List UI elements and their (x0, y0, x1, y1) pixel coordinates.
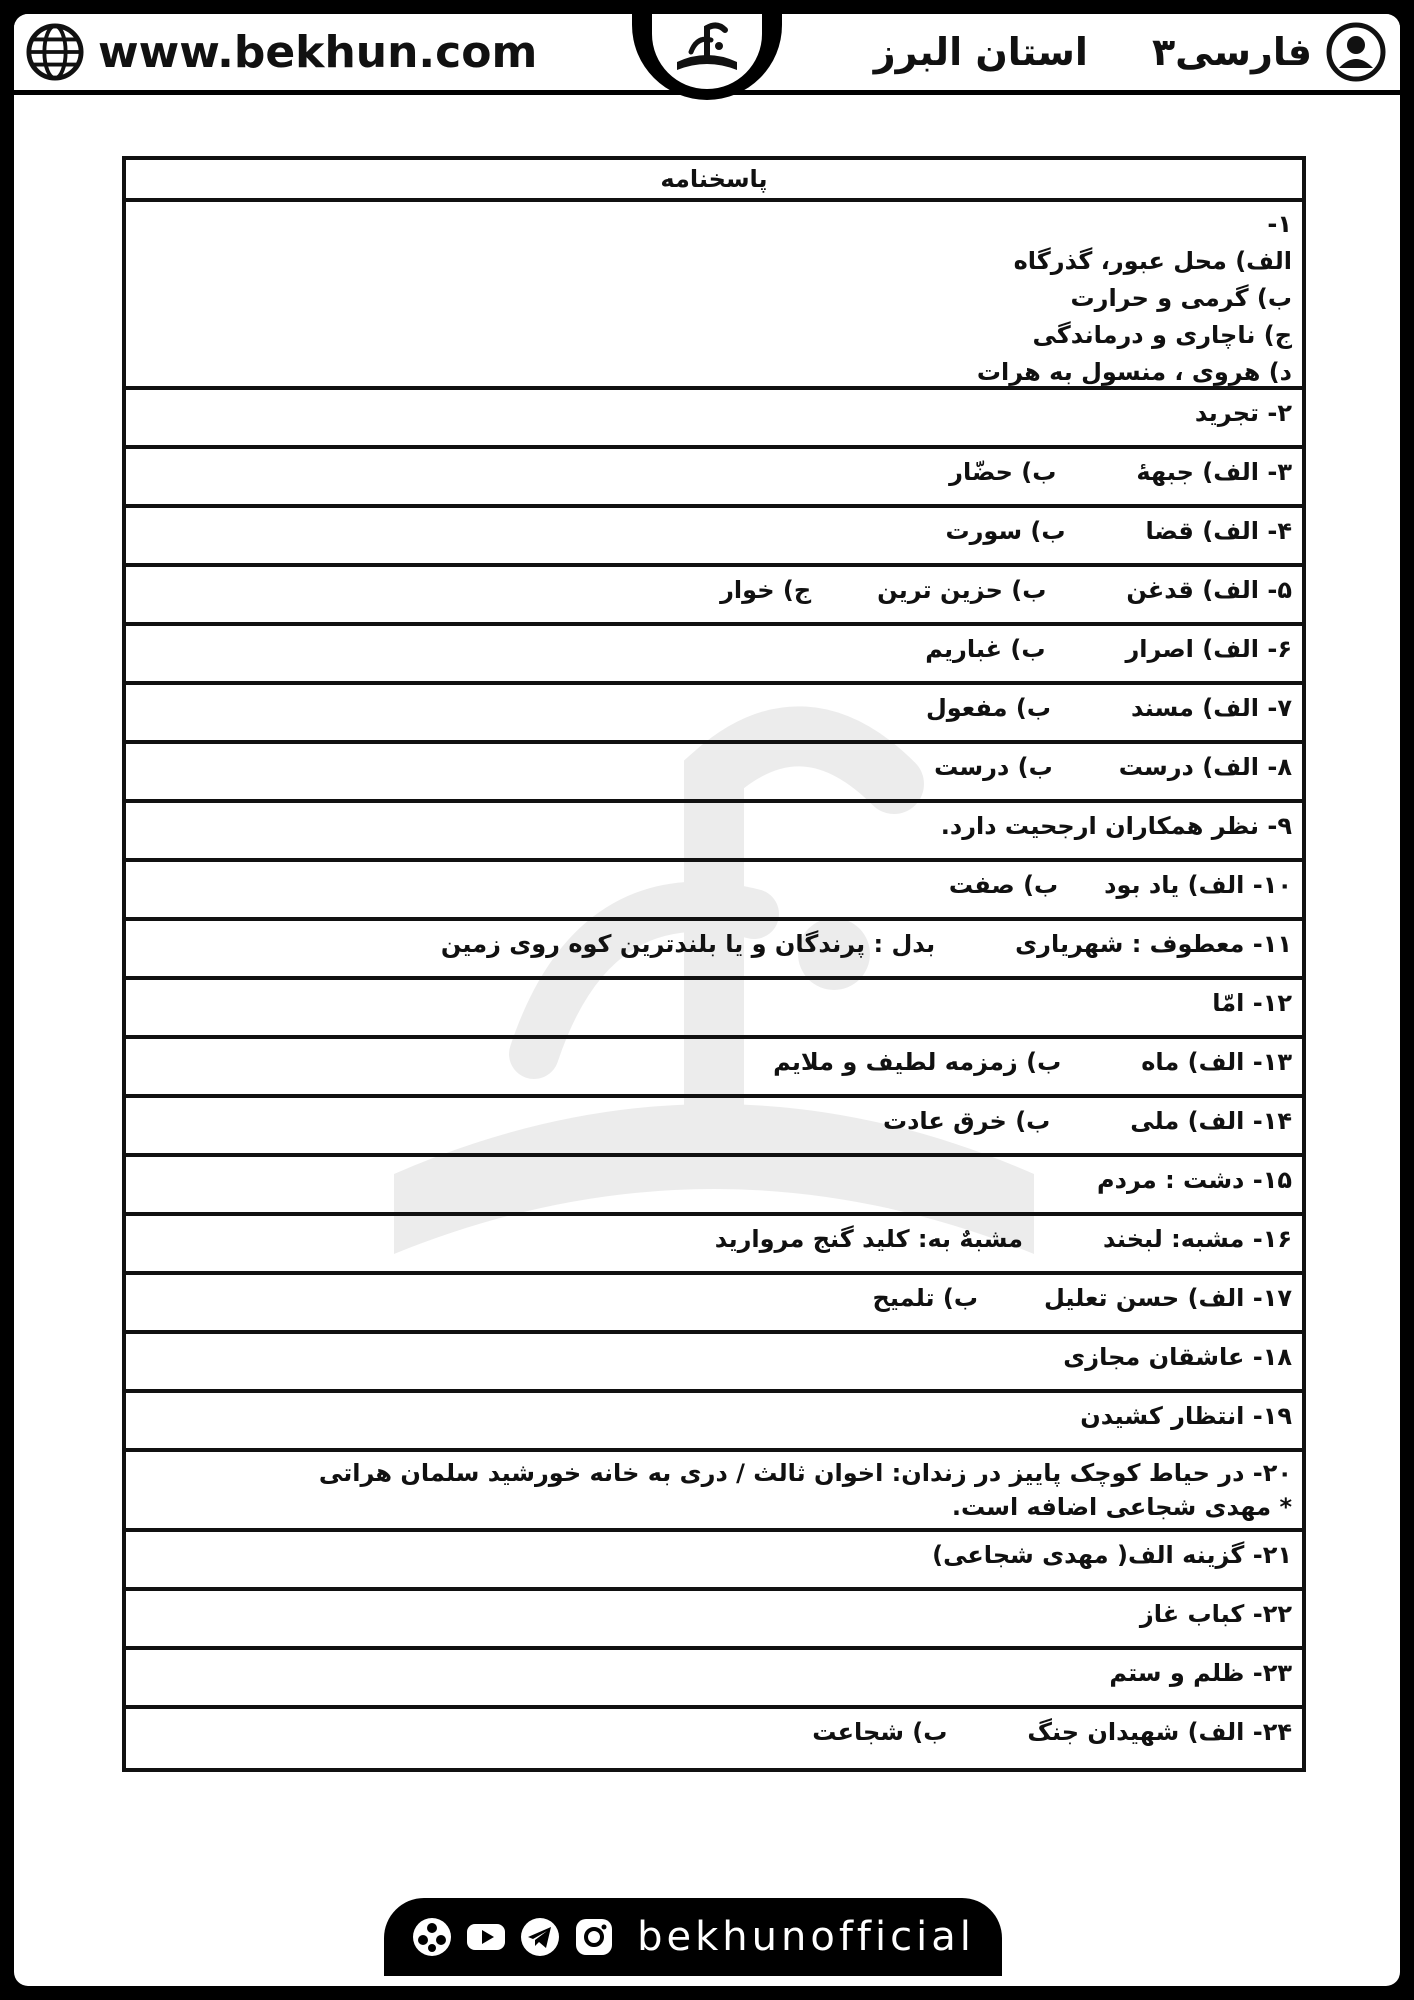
q11-part-b: بدل : پرندگان و یا بلندترین کوه روی زمین (440, 930, 936, 958)
q9-answer: ۹- نظر همکاران ارجحیت دارد. (940, 812, 1292, 840)
q6-part-b: ب) غباریم (925, 635, 1046, 663)
q3-part-b: ب) حضّار (949, 458, 1057, 486)
q8-part-b: ب) درست (934, 753, 1053, 781)
answer-row-6 (126, 626, 1302, 685)
q5-part-c: ج) خوار (720, 576, 812, 604)
answer-row-21 (126, 1532, 1302, 1591)
q4-part-b: ب) سورت (945, 517, 1066, 545)
answer-row-8 (126, 744, 1302, 803)
answer-row-24 (126, 1709, 1302, 1768)
answer-row-12 (126, 980, 1302, 1039)
telegram-icon[interactable] (519, 1916, 561, 1958)
q13-part-a: ۱۳- الف) ماه (1141, 1048, 1292, 1076)
q8-part-a: ۸- الف) درست (1118, 753, 1292, 781)
q1-number: ۱- (1267, 210, 1292, 238)
q18-answer: ۱۸- عاشقان مجازی (1063, 1343, 1292, 1371)
q13-part-b: ب) زمزمه لطیف و ملایم (773, 1048, 1062, 1076)
province-title: استان البرز (873, 30, 1088, 74)
q10-part-b: ب) صفت (948, 871, 1059, 899)
answer-row-17 (126, 1275, 1302, 1334)
q23-answer: ۲۳- ظلم و ستم (1109, 1659, 1292, 1687)
q10-part-a: ۱۰- الف) یاد بود (1104, 871, 1292, 899)
q4-part-a: ۴- الف) قضا (1145, 517, 1292, 545)
answer-table (122, 156, 1306, 1772)
q1-part-c: ج) ناچاری و درماندگی (1032, 321, 1292, 349)
q1-part-a: الف) محل عبور، گذرگاه (1013, 247, 1292, 275)
user-icon (1326, 22, 1386, 82)
subject-title: فارسی۳ (1151, 30, 1312, 74)
site-url: www.bekhun.com (98, 26, 538, 78)
page-title (874, 22, 1386, 82)
q19-answer: ۱۹- انتظار کشیدن (1080, 1402, 1292, 1430)
answer-row-20 (126, 1452, 1302, 1532)
answer-row-4 (126, 508, 1302, 567)
answer-row-15 (126, 1157, 1302, 1216)
aparat-icon[interactable] (411, 1916, 453, 1958)
q6-part-a: ۶- الف) اصرار (1125, 635, 1292, 663)
social-handle: bekhunofficial (637, 1914, 975, 1960)
globe-icon (26, 23, 84, 81)
answer-row-13 (126, 1039, 1302, 1098)
book-logo-icon (667, 18, 747, 82)
q20-line-1: ۲۰- در حیاط کوچک پاییز در زندان: اخوان ثالث / دری به خانه خورشید سلمان هراتی (318, 1459, 1292, 1487)
page (14, 14, 1400, 1986)
answer-row-7 (126, 685, 1302, 744)
q12-answer: ۱۲- امّا (1212, 989, 1292, 1017)
site-link[interactable] (26, 22, 537, 82)
q3-part-a: ۳- الف) جبههٔ (1136, 458, 1292, 486)
answer-row-23 (126, 1650, 1302, 1709)
q11-part-a: ۱۱- معطوف : شهریاری (1015, 930, 1292, 958)
q24-part-b: ب) شجاعت (812, 1718, 948, 1746)
q5-part-b: ب) حزین ترین (877, 576, 1047, 604)
q1-part-d: د) هروی ، منسول به هرات (976, 358, 1292, 386)
answer-row-19 (126, 1393, 1302, 1452)
answer-row-10 (126, 862, 1302, 921)
answer-row-1 (126, 202, 1302, 390)
q2-answer: ۲- تجرید (1194, 399, 1292, 427)
q5-part-a: ۵- الف) قدغن (1126, 576, 1292, 604)
q1-part-b: ب) گرمی و حرارت (1070, 284, 1292, 312)
q24-part-a: ۲۴- الف) شهیدان جنگ (1027, 1718, 1292, 1746)
answer-row-16 (126, 1216, 1302, 1275)
q7-part-b: ب) مفعول (925, 694, 1051, 722)
social-footer (384, 1898, 1002, 1976)
q21-answer: ۲۱- گزینه الف( مهدی شجاعی) (932, 1541, 1292, 1569)
logo (652, 14, 762, 89)
instagram-icon[interactable] (573, 1916, 615, 1958)
youtube-icon[interactable] (465, 1916, 507, 1958)
answer-row-5 (126, 567, 1302, 626)
q15-answer: ۱۵- دشت : مردم (1097, 1166, 1292, 1194)
table-title: پاسخنامه (126, 160, 1302, 202)
q14-part-b: ب) خرق عادت (882, 1107, 1051, 1135)
answer-row-9 (126, 803, 1302, 862)
answer-row-14 (126, 1098, 1302, 1157)
q17-part-b: ب) تلمیح (872, 1284, 978, 1312)
q7-part-a: ۷- الف) مسند (1130, 694, 1292, 722)
answer-row-22 (126, 1591, 1302, 1650)
q16-part-a: ۱۶- مشبه: لبخند (1103, 1225, 1292, 1253)
answer-row-2 (126, 390, 1302, 449)
q22-answer: ۲۲- کباب غاز (1139, 1600, 1292, 1628)
q20-line-2: * مهدی شجاعی اضافه است. (951, 1493, 1292, 1521)
logo-tab (632, 14, 782, 100)
q14-part-a: ۱۴- الف) ملی (1130, 1107, 1292, 1135)
q17-part-a: ۱۷- الف) حسن تعلیل (1043, 1284, 1292, 1312)
answer-row-11 (126, 921, 1302, 980)
answer-row-3 (126, 449, 1302, 508)
answer-row-18 (126, 1334, 1302, 1393)
q16-part-b: مشبهٌ به: کلید گنج مروارید (714, 1225, 1024, 1253)
header (14, 14, 1400, 95)
